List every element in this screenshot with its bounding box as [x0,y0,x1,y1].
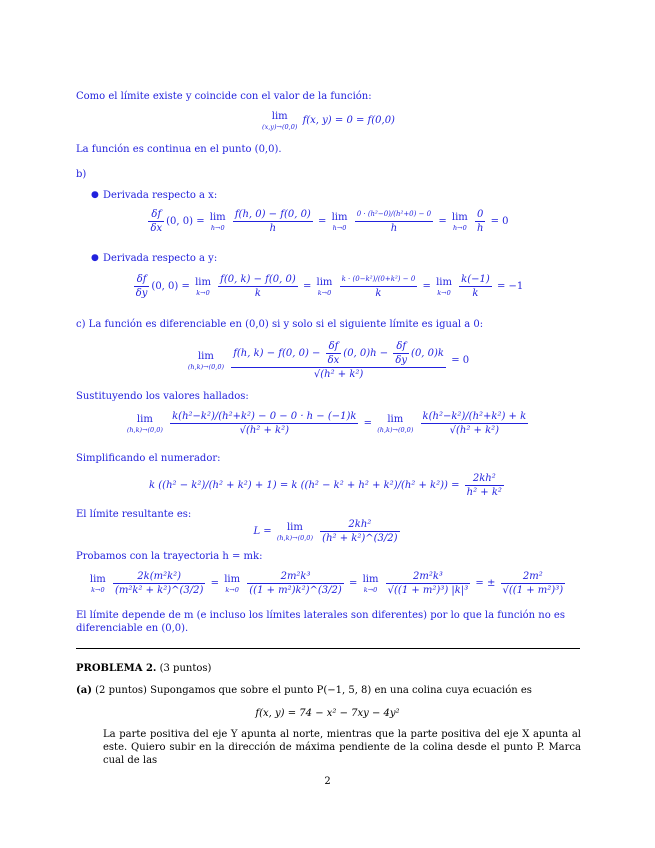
frac-den: δx [327,355,340,366]
frac-den: √(h² + k²) [449,425,500,436]
equals-pm: = ± [475,578,496,589]
frac-den: ((1 + m²)k²)^(3/2) [249,585,342,596]
paragraph-axes: La parte positiva del eje Y apunta al norte, mientras que la parte positiva del eje X apunta al este. Quiero subir en la dirección de máxima pendiente de la colina desde el punto P. Marca cual de las [103,729,581,766]
frac-num: δf [148,208,164,222]
num-part: f(h, k) − f(0, 0) − [233,348,321,359]
bullet-derivative-y: Derivada respecto a y: [103,253,218,264]
lim-operator: lim [286,522,303,533]
frac-den: k [254,288,261,299]
part-a-label: (a) [76,685,92,696]
frac-num: 2m² [501,570,566,584]
paragraph-continuity: La función es continua en el punto (0,0). [76,144,282,155]
lim-subscript: (h,k)→(0,0) [187,363,224,371]
num-part: (0, 0)k [411,348,444,359]
lim-subscript: k→0 [363,586,378,594]
lim-subscript: k→0 [196,289,210,297]
lim-operator: lim [136,414,153,425]
L-label: L = [253,526,272,537]
part-a-statement [76,684,532,697]
lim-subscript: k→0 [225,586,239,594]
equals: = [363,418,373,429]
frac-num: 0 · (h²−0)/(h²+0) − 0 [355,208,433,222]
eq-part: (0, 0) = [166,216,205,227]
frac-den: k [472,288,479,299]
frac-num: 2kh² [320,518,399,532]
paragraph-substitute: Sustituyendo los valores hallados: [76,391,249,402]
frac-num [231,340,446,368]
lim-operator: lim [436,277,452,288]
lim-operator: lim [271,111,288,122]
frac-num: k(h²−k²)/(h²+k²) − 0 − 0 · h − (−1)k [172,411,357,422]
equation-trajectory [0,570,655,597]
paragraph-simplify: Simplificando el numerador: [76,453,221,464]
num-part: (0, 0)h − [343,348,389,359]
frac-num: k · (0−k²)/(0+k²) − 0 [340,273,418,287]
frac-den: h [476,223,484,234]
frac-den: √((1 + m²)³) [502,585,564,596]
equation-simplified [0,472,655,499]
frac-num: k(h²−k²)/(h²+k²) + k [422,411,527,422]
bullet-dot: ● [91,190,99,200]
lim-subscript: h→0 [452,224,467,232]
lim-operator: lim [209,212,226,223]
equation-rhs: f(x, y) = 0 = f(0,0) [302,115,395,126]
equals: = [422,281,431,292]
frac-num: 2m²k³ [386,570,471,584]
lim-operator: lim [362,574,379,585]
lim-subscript: (h,k)→(0,0) [126,426,163,434]
frac-num: 0 [475,208,485,222]
part-a-text: (2 puntos) Supongamos que sobre el punto P(−1, 5, 8) en una colina cuya ecuación es [95,685,532,696]
frac-den: (m²k² + k²)^(3/2) [114,585,204,596]
paragraph-conclusion: El límite depende de m (e incluso los límites laterales son diferentes) por lo que la función no es diferenciable en (0,0). [76,610,565,634]
lim-subscript: k→0 [91,586,105,594]
frac-den: √((1 + m²)³) |k|³ [387,585,469,596]
problem-title: PROBLEMA 2. [76,663,157,674]
paragraph-differentiability: c) La función es diferenciable en (0,0) si y solo si el siguiente límite es igual a 0: [76,319,484,330]
frac-num: k(−1) [461,274,490,285]
equals: = [349,578,358,589]
lim-operator: lim [195,277,211,288]
equation-L [0,518,655,545]
frac-num: 2k(m²k²) [113,570,205,584]
paragraph-resulting-limit: El límite resultante es: [76,509,192,520]
frac-den: k [375,288,382,299]
horizontal-rule [76,648,580,649]
frac-num: 2m²k³ [247,570,344,584]
frac-den: √(h² + k²) [313,369,364,380]
frac-den: δx [150,223,163,234]
lim-operator: lim [224,574,241,585]
page-number: 2 [324,776,331,787]
lim-operator: lim [316,277,333,288]
problem-points: (3 puntos) [159,663,212,674]
equation-hill: f(x, y) = 74 − x² − 7xy − 4y² [255,708,400,719]
lim-subscript: (h,k)→(0,0) [276,534,313,542]
lim-operator: lim [89,574,106,585]
bullet-derivative-x: Derivada respecto a x: [103,190,218,201]
equals: = [210,578,219,589]
eq-part: (0, 0) = [151,281,190,292]
lim-subscript: (x,y)→(0,0) [262,123,298,131]
equals: = [318,216,327,227]
lim-subscript: h→0 [210,224,225,232]
result: = −1 [496,281,524,292]
frac-den: δy [395,355,408,366]
result: = 0 [490,216,509,227]
lim-operator: lim [387,414,404,425]
frac-den: δy [135,288,148,299]
lim-subscript: (h,k)→(0,0) [377,426,414,434]
paragraph-intro: Como el límite existe y coincide con el valor de la función: [76,91,372,102]
frac-num: δf [134,273,150,287]
equals: = [438,216,447,227]
bullet-dot: ● [91,253,99,263]
frac-den: h² + k² [466,487,502,498]
simplify-lhs: k ((h² − k²)/(h² + k²) + 1) = k ((h² − k² + h² + k²)/(h² + k²)) = [149,480,460,491]
frac-den: h [269,223,277,234]
frac-num: f(h, 0) − f(0, 0) [234,209,311,220]
frac-den: √(h² + k²) [239,425,290,436]
frac-num: f(0, k) − f(0, 0) [220,274,296,285]
result: = 0 [451,355,470,366]
lim-operator: lim [197,351,214,362]
frac-num: δf [326,340,342,354]
lim-subscript: k→0 [317,289,332,297]
lim-subscript: k→0 [437,289,451,297]
equation-partial-y [0,273,655,300]
frac-den: h [390,223,398,234]
equation-partial-x [0,208,655,235]
lim-operator: lim [331,212,348,223]
equation-substituted [0,410,655,437]
equation-limit-continuity [0,110,655,131]
equation-differentiability-limit [0,340,655,381]
lim-subscript: h→0 [332,224,347,232]
equals: = [302,281,312,292]
frac-num: 2kh² [465,472,504,486]
frac-den: (h² + k²)^(3/2) [322,533,398,544]
paragraph-trajectory: Probamos con la trayectoria h = mk: [76,551,263,562]
frac-num: δf [393,340,409,354]
problem-heading [76,662,211,675]
section-b-label: b) [76,169,87,180]
lim-operator: lim [451,212,468,223]
